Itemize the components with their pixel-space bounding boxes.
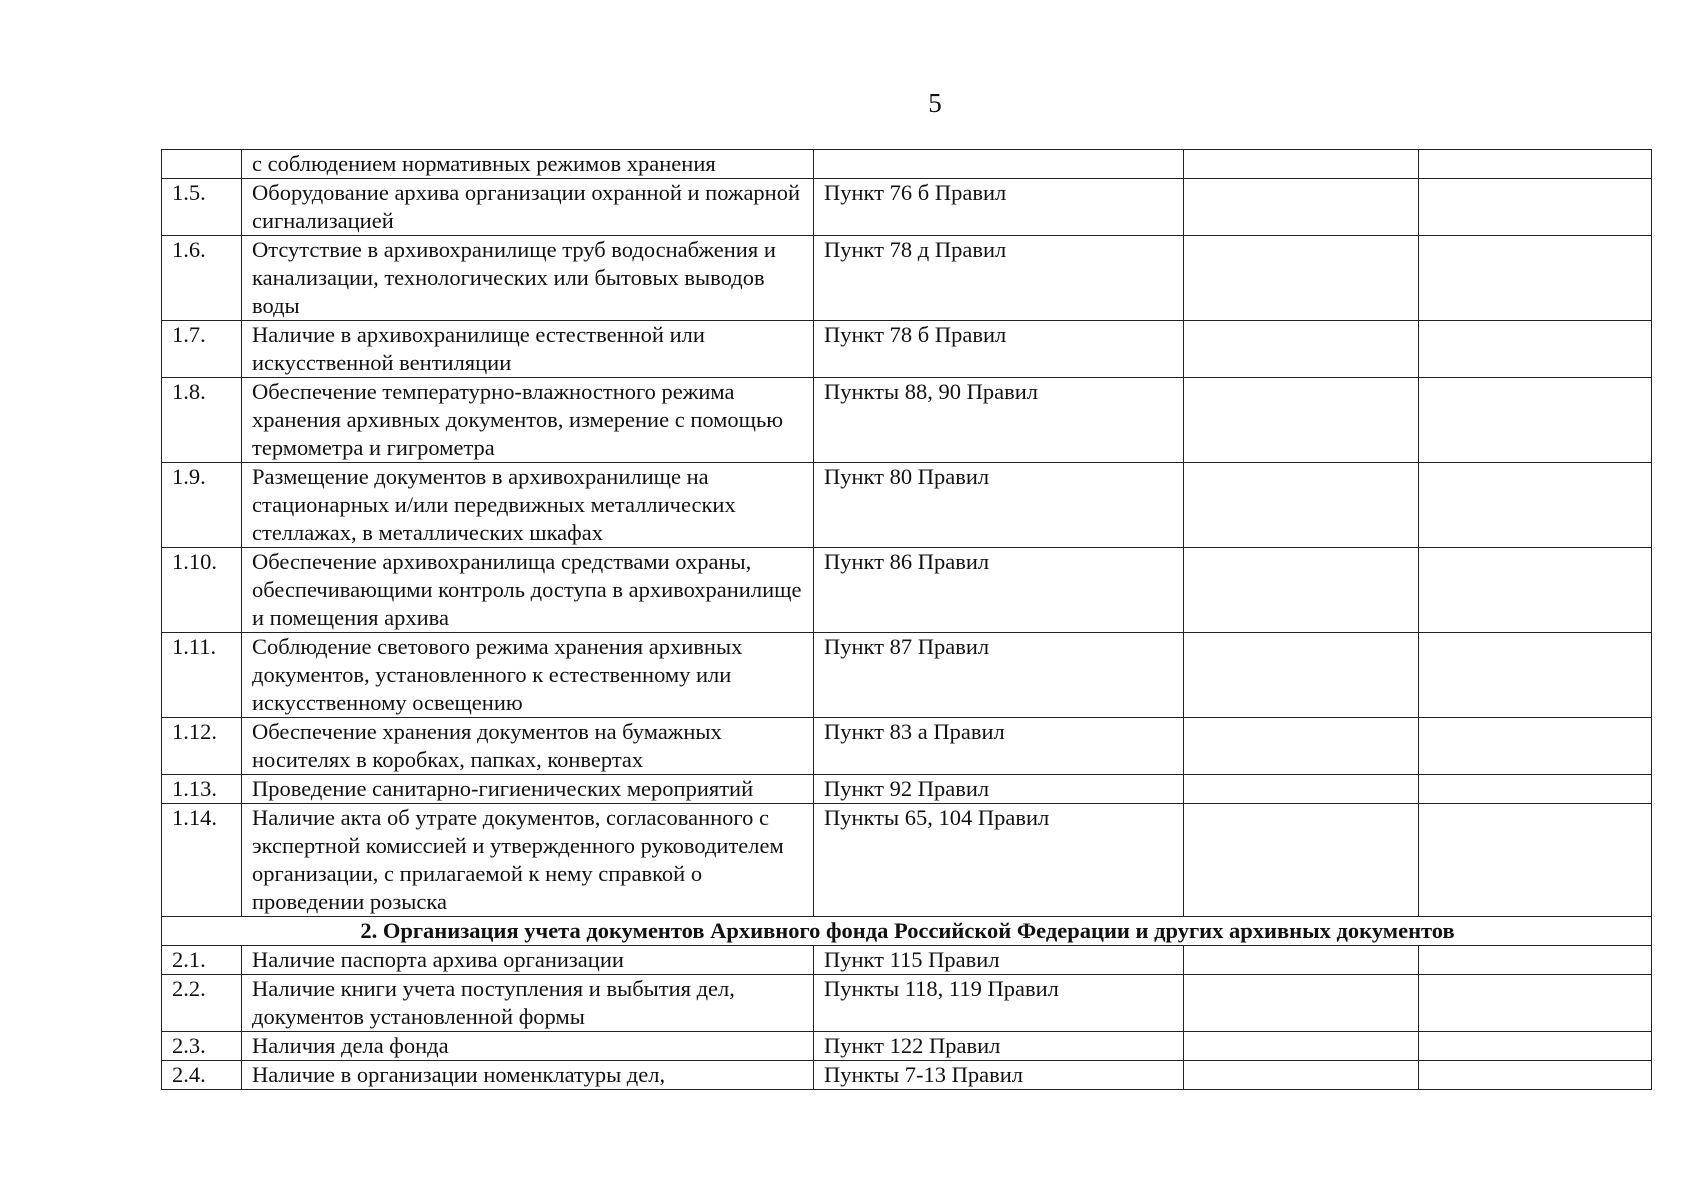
legal-reference: Пункт 83 а Правил [814, 718, 1184, 775]
table-row [162, 1061, 1652, 1090]
legal-reference: Пункт 76 б Правил [814, 179, 1184, 236]
item-number: 1.12. [162, 718, 242, 775]
requirement-text: Размещение документов в архивохранилище на стационарных и/или передвижных металлических стеллажах, в металлических шкафах [242, 463, 814, 548]
requirement-text: Наличие паспорта архива организации [242, 946, 814, 975]
answer-no-cell [1419, 1061, 1652, 1090]
section-2-title: 2. Организация учета документов Архивного фонда Российской Федерации и других архивных документов [162, 917, 1652, 946]
table-row [162, 633, 1652, 718]
table-row [162, 150, 1652, 179]
item-number: 1.8. [162, 378, 242, 463]
requirement-text: Наличия дела фонда [242, 1032, 814, 1061]
item-number [162, 150, 242, 179]
answer-yes-cell [1184, 804, 1419, 917]
legal-reference: Пункты 65, 104 Правил [814, 804, 1184, 917]
answer-yes-cell [1184, 150, 1419, 179]
item-number: 1.7. [162, 321, 242, 378]
item-number: 1.6. [162, 236, 242, 321]
answer-no-cell [1419, 1032, 1652, 1061]
item-number: 2.4. [162, 1061, 242, 1090]
item-number: 1.13. [162, 775, 242, 804]
requirement-text: Отсутствие в архивохранилище труб водоснабжения и канализации, технологических или бытовых выводов воды [242, 236, 814, 321]
requirement-text: Наличие в архивохранилище естественной или искусственной вентиляции [242, 321, 814, 378]
table-row [162, 463, 1652, 548]
answer-no-cell [1419, 150, 1652, 179]
legal-reference: Пункты 118, 119 Правил [814, 975, 1184, 1032]
legal-reference: Пункт 78 б Правил [814, 321, 1184, 378]
answer-no-cell [1419, 548, 1652, 633]
table-row [162, 378, 1652, 463]
answer-yes-cell [1184, 463, 1419, 548]
requirement-text: Обеспечение архивохранилища средствами охраны, обеспечивающими контроль доступа в архивохранилище и помещения архива [242, 548, 814, 633]
answer-yes-cell [1184, 775, 1419, 804]
page-number: 5 [928, 88, 942, 118]
table-row [162, 975, 1652, 1032]
requirement-text: Обеспечение хранения документов на бумажных носителях в коробках, папках, конвертах [242, 718, 814, 775]
checklist-table [161, 149, 1652, 1090]
answer-yes-cell [1184, 321, 1419, 378]
legal-reference: Пункт 78 д Правил [814, 236, 1184, 321]
requirement-text: Наличие в организации номенклатуры дел, [242, 1061, 814, 1090]
table-row [162, 718, 1652, 775]
table-row [162, 1032, 1652, 1061]
answer-no-cell [1419, 236, 1652, 321]
answer-no-cell [1419, 179, 1652, 236]
answer-no-cell [1419, 463, 1652, 548]
requirement-text: Проведение санитарно-гигиенических мероприятий [242, 775, 814, 804]
answer-yes-cell [1184, 378, 1419, 463]
item-number: 1.10. [162, 548, 242, 633]
answer-no-cell [1419, 321, 1652, 378]
item-number: 2.1. [162, 946, 242, 975]
answer-yes-cell [1184, 179, 1419, 236]
item-number: 2.3. [162, 1032, 242, 1061]
answer-yes-cell [1184, 548, 1419, 633]
requirement-text: с соблюдением нормативных режимов хранения [242, 150, 814, 179]
legal-reference: Пункты 88, 90 Правил [814, 378, 1184, 463]
answer-yes-cell [1184, 1032, 1419, 1061]
legal-reference: Пункт 115 Правил [814, 946, 1184, 975]
answer-yes-cell [1184, 975, 1419, 1032]
answer-yes-cell [1184, 633, 1419, 718]
table-row [162, 946, 1652, 975]
legal-reference [814, 150, 1184, 179]
answer-no-cell [1419, 946, 1652, 975]
legal-reference: Пункт 92 Правил [814, 775, 1184, 804]
item-number: 1.9. [162, 463, 242, 548]
table-row [162, 236, 1652, 321]
answer-no-cell [1419, 633, 1652, 718]
item-number: 2.2. [162, 975, 242, 1032]
requirement-text: Оборудование архива организации охранной и пожарной сигнализацией [242, 179, 814, 236]
answer-yes-cell [1184, 236, 1419, 321]
table-row [162, 321, 1652, 378]
table-row [162, 775, 1652, 804]
answer-no-cell [1419, 378, 1652, 463]
table-row [162, 179, 1652, 236]
requirement-text: Соблюдение светового режима хранения архивных документов, установленного к естественному или искусственному освещению [242, 633, 814, 718]
legal-reference: Пункт 86 Правил [814, 548, 1184, 633]
requirement-text: Обеспечение температурно-влажностного режима хранения архивных документов, измерение с помощью термометра и гигрометра [242, 378, 814, 463]
answer-yes-cell [1184, 1061, 1419, 1090]
legal-reference: Пункты 7-13 Правил [814, 1061, 1184, 1090]
answer-no-cell [1419, 975, 1652, 1032]
answer-yes-cell [1184, 946, 1419, 975]
answer-no-cell [1419, 775, 1652, 804]
answer-no-cell [1419, 718, 1652, 775]
requirement-text: Наличие акта об утрате документов, согласованного с экспертной комиссией и утвержденного руководителем организации, с прилагаемой к нему справкой о проведении розыска [242, 804, 814, 917]
item-number: 1.5. [162, 179, 242, 236]
requirement-text: Наличие книги учета поступления и выбытия дел, документов установленной формы [242, 975, 814, 1032]
legal-reference: Пункт 122 Правил [814, 1032, 1184, 1061]
answer-yes-cell [1184, 718, 1419, 775]
legal-reference: Пункт 87 Правил [814, 633, 1184, 718]
table-row [162, 548, 1652, 633]
item-number: 1.14. [162, 804, 242, 917]
section-header-row [162, 917, 1652, 946]
table-row [162, 804, 1652, 917]
answer-no-cell [1419, 804, 1652, 917]
legal-reference: Пункт 80 Правил [814, 463, 1184, 548]
item-number: 1.11. [162, 633, 242, 718]
